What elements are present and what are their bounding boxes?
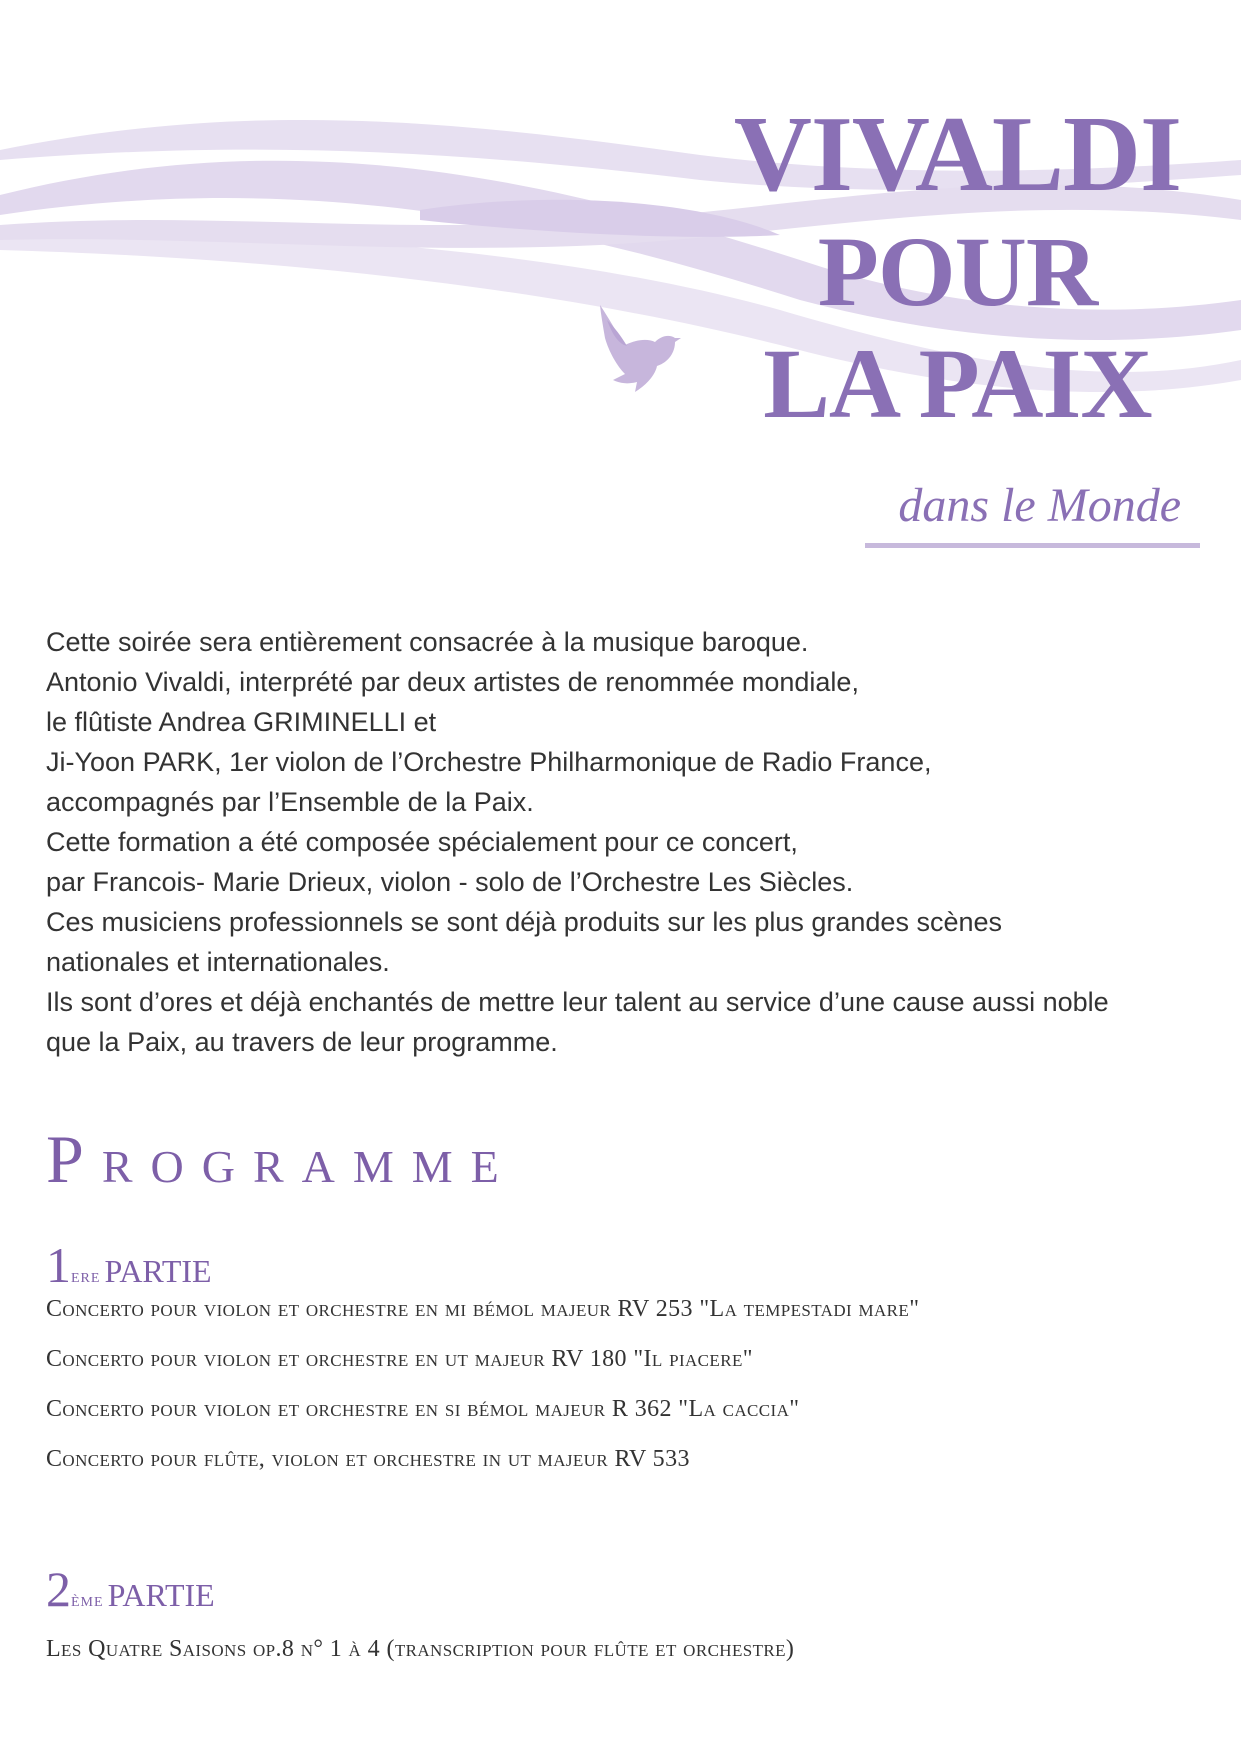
intro-line: Antonio Vivaldi, interprété par deux artistes de renommée mondiale, — [46, 667, 859, 697]
part1-heading — [46, 1236, 212, 1294]
intro-line: accompagnés par l’Ensemble de la Paix. — [46, 787, 534, 817]
programme-heading-rest: ROGRAMME — [101, 1141, 517, 1192]
intro-line: que la Paix, au travers de leur programme. — [46, 1027, 558, 1057]
intro-line: Ji-Yoon PARK, 1er violon de l’Orchestre Philharmonique de Radio France, — [46, 747, 932, 777]
part2-heading — [46, 1560, 215, 1618]
programme-item: Concerto pour violon et orchestre en si bémol majeur R 362 "La caccia" — [46, 1396, 800, 1422]
intro-line: Ces musiciens professionnels se sont déjà produits sur les plus grandes scènes — [46, 907, 1002, 937]
intro-line: par Francois- Marie Drieux, violon - solo de l’Orchestre Les Siècles. — [46, 867, 854, 897]
title-line-1: VIVALDI — [733, 95, 1181, 214]
title-line-2: POUR — [817, 215, 1098, 327]
programme-item: Concerto pour flûte, violon et orchestre in ut majeur RV 533 — [46, 1446, 690, 1472]
programme-heading — [46, 1120, 517, 1199]
main-title — [734, 95, 1181, 440]
subtitle: dans le Monde — [898, 479, 1181, 532]
intro-line: le flûtiste Andrea GRIMINELLI et — [46, 707, 437, 737]
part1-sup: ERE — [71, 1271, 101, 1286]
intro-line: Ils sont d’ores et déjà enchantés de mettre leur talent au service d’une cause aussi noble — [46, 987, 1109, 1017]
programme-item: Concerto pour violon et orchestre en mi bémol majeur RV 253 "La tempestadi mare" — [46, 1296, 920, 1322]
intro-line: Cette formation a été composée spécialement pour ce concert, — [46, 827, 798, 857]
part1-word: PARTIE — [104, 1253, 212, 1289]
subtitle-underline — [865, 543, 1200, 548]
intro-line: Cette soirée sera entièrement consacrée à la musique baroque. — [46, 627, 809, 657]
programme-heading-cap: P — [46, 1121, 102, 1197]
intro-line: nationales et internationales. — [46, 947, 390, 977]
intro-text — [46, 622, 1196, 1062]
title-line-3: LA PAIX — [763, 327, 1152, 439]
programme-item: Concerto pour violon et orchestre en ut majeur RV 180 "Il piacere" — [46, 1346, 753, 1372]
part1-number: 1 — [46, 1237, 71, 1293]
part2-sup: ÈME — [71, 1595, 104, 1610]
programme-item: Les Quatre Saisons op.8 n° 1 à 4 (transcription pour flûte et orchestre) — [46, 1636, 795, 1662]
part2-word: PARTIE — [107, 1577, 215, 1613]
dove-icon — [595, 300, 685, 400]
part2-number: 2 — [46, 1561, 71, 1617]
